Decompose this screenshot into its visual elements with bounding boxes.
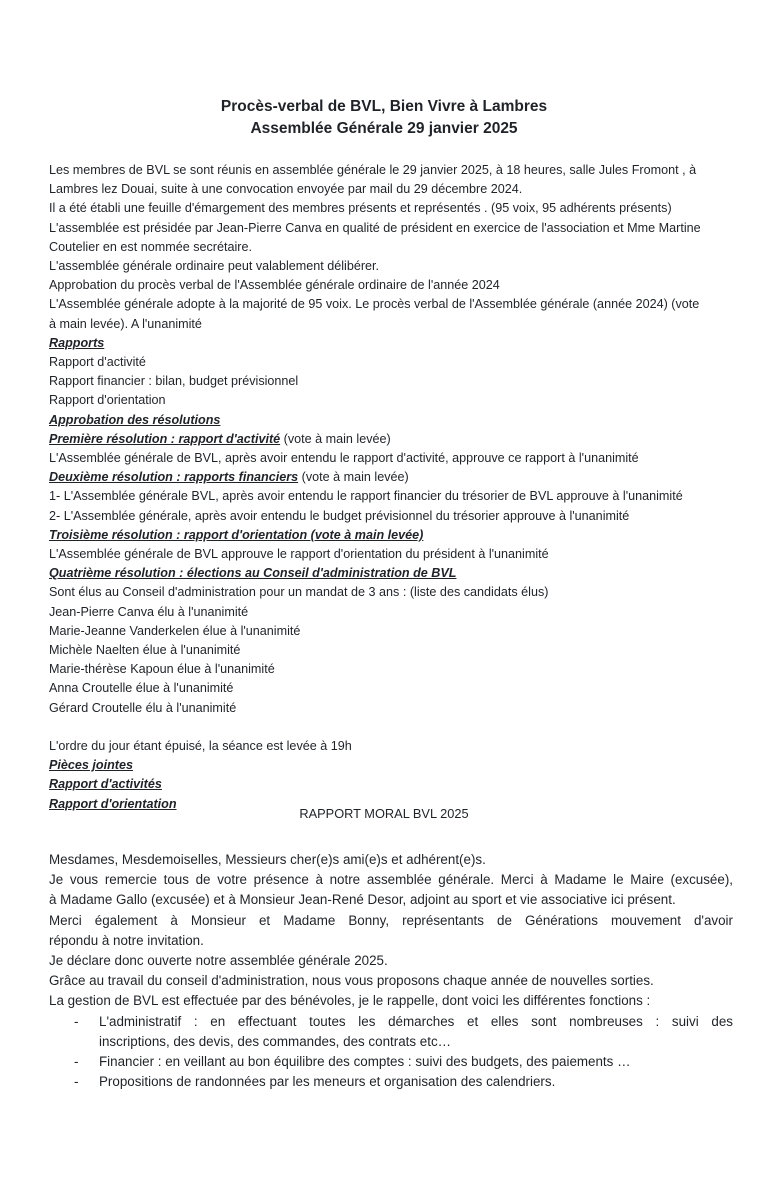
- elected-member: Michèle Naelten élue à l'unanimité: [49, 643, 241, 658]
- bullet-dash: -: [74, 1013, 79, 1029]
- intro-line: Coutelier en est nommée secrétaire.: [49, 239, 252, 254]
- list-item-text: Propositions de randonnées par les meneurs et organisation des calendriers.: [99, 1074, 556, 1090]
- resolution-2-item: 1- L'Assemblée générale BVL, après avoir entendu le rapport financier du trésorier de BVL approuve à l'unanimité: [49, 489, 683, 504]
- intro-line: L'assemblée générale ordinaire peut valablement délibérer.: [49, 259, 380, 274]
- intro-line: Il a été établi une feuille d'émargement des membres présents et représentés . (95 voix, 95 adhérents présents): [49, 201, 672, 216]
- resolution-2-vote: (vote à main levée): [298, 470, 409, 485]
- salutation: Mesdames, Mesdemoiselles, Messieurs cher(e)s ami(e)s et adhérent(e)s.: [49, 852, 486, 867]
- thanks-line: Grâce au travail du conseil d'administration, nous vous proposons chaque année de nouvelles sorties.: [49, 973, 654, 989]
- bullet-dash: -: [74, 1054, 79, 1070]
- resolution-1-vote: (vote à main levée): [280, 431, 391, 446]
- rapport-item: Rapport d'orientation: [49, 393, 166, 408]
- rapport-moral-body: [49, 850, 733, 1092]
- document-title: Procès-verbal de BVL, Bien Vivre à Lambres: [220, 98, 548, 115]
- resolution-2-heading: Deuxième résolution : rapports financiers: [49, 470, 299, 485]
- list-item: [49, 1012, 733, 1052]
- paragraph-line: Je vous remercie tous de votre présence à notre assemblée générale. Merci à Madame le Maire (excusée),: [49, 872, 733, 888]
- attachment-item: Rapport d'orientation: [49, 796, 177, 811]
- attachments-heading: Pièces jointes: [49, 758, 133, 773]
- bullet-dash: -: [74, 1074, 79, 1090]
- list-item-text: L'administratif : en effectuant toutes les démarches et elles sont nombreuses : suivi des: [99, 1013, 733, 1029]
- intro-line: L'assemblée est présidée par Jean-Pierre Canva en qualité de président en exercice de l'association et Mme Martine: [49, 220, 701, 235]
- resolution-2-line: [49, 468, 725, 487]
- paragraph-line: Merci également à Monsieur et Madame Bonny, représentants de Générations mouvement d'avoir: [49, 912, 733, 928]
- intro-line: Lambres lez Douai, suite à une convocation envoyée par mail du 29 décembre 2024.: [49, 182, 523, 197]
- rapports-heading: Rapports: [49, 335, 105, 350]
- spacer: [49, 718, 725, 737]
- elected-member: Marie-thérèse Kapoun élue à l'unanimité: [49, 662, 275, 677]
- intro-line: Approbation du procès verbal de l'Assemblée générale ordinaire de l'année 2024: [49, 278, 500, 293]
- list-item: [49, 1052, 733, 1072]
- paragraph-line: répondu à notre invitation.: [49, 932, 204, 948]
- attachment-item: Rapport d'activités: [49, 777, 162, 792]
- list-item-text: Financier : en veillant au bon équilibre des comptes : suivi des budgets, des paiements …: [99, 1054, 631, 1070]
- intro-line: L'Assemblée générale adopte à la majorité de 95 voix. Le procès verbal de l'Assemblée générale (année 2024) (vote: [49, 297, 700, 312]
- elected-member: Marie-Jeanne Vanderkelen élue à l'unanimité: [49, 623, 301, 638]
- resolution-4-heading: Quatrième résolution : élections au Conseil d'administration de BVL: [49, 566, 457, 581]
- resolution-1-text: L'Assemblée générale de BVL, après avoir entendu le rapport d'activité, approuve ce rapport à l'unanimité: [49, 451, 639, 466]
- paragraph-line: à Madame Gallo (excusée) et à Monsieur Jean-René Desor, adjoint au sport et vie associative ici présent.: [49, 892, 676, 908]
- document-header: [0, 96, 768, 140]
- elected-member: Anna Croutelle élue à l'unanimité: [49, 681, 234, 696]
- resolution-1-heading: Première résolution : rapport d'activité: [49, 431, 281, 446]
- elected-member: Gérard Croutelle élu à l'unanimité: [49, 700, 237, 715]
- resolution-2-item: 2- L'Assemblée générale, après avoir entendu le budget prévisionnel du trésorier approuve à l'unanimité: [49, 508, 630, 523]
- document-subtitle: Assemblée Générale 29 janvier 2025: [250, 120, 518, 137]
- proces-verbal-body: [49, 161, 725, 814]
- rapport-moral-title: RAPPORT MORAL BVL 2025: [299, 806, 469, 821]
- list-item-text: inscriptions, des devis, des commandes, des contrats etc…: [99, 1033, 452, 1049]
- elected-member: Jean-Pierre Canva élu à l'unanimité: [49, 604, 249, 619]
- gestion-line: La gestion de BVL est effectuée par des bénévoles, je le rappelle, dont voici les différentes fonctions :: [49, 993, 651, 1009]
- approbation-heading: Approbation des résolutions: [49, 412, 221, 427]
- rapport-item: Rapport financier : bilan, budget prévisionnel: [49, 374, 299, 389]
- list-item: [49, 1072, 733, 1092]
- functions-list: [49, 1012, 733, 1093]
- resolution-3-heading: Troisième résolution : rapport d'orientation (vote à main levée): [49, 527, 424, 542]
- resolution-1-line: [49, 430, 725, 449]
- intro-line: Les membres de BVL se sont réunis en assemblée générale le 29 janvier 2025, à 18 heures, salle Jules Fromont , à: [49, 163, 697, 177]
- resolution-4-intro: Sont élus au Conseil d'administration pour un mandat de 3 ans : (liste des candidats élus): [49, 585, 549, 600]
- closing-line: L'ordre du jour étant épuisé, la séance est levée à 19h: [49, 739, 352, 754]
- opening-line: Je déclare donc ouverte notre assemblée générale 2025.: [49, 953, 388, 969]
- intro-line: à main levée). A l'unanimité: [49, 316, 202, 331]
- resolution-3-text: L'Assemblée générale de BVL approuve le rapport d'orientation du président à l'unanimité: [49, 547, 549, 562]
- rapport-item: Rapport d'activité: [49, 355, 146, 370]
